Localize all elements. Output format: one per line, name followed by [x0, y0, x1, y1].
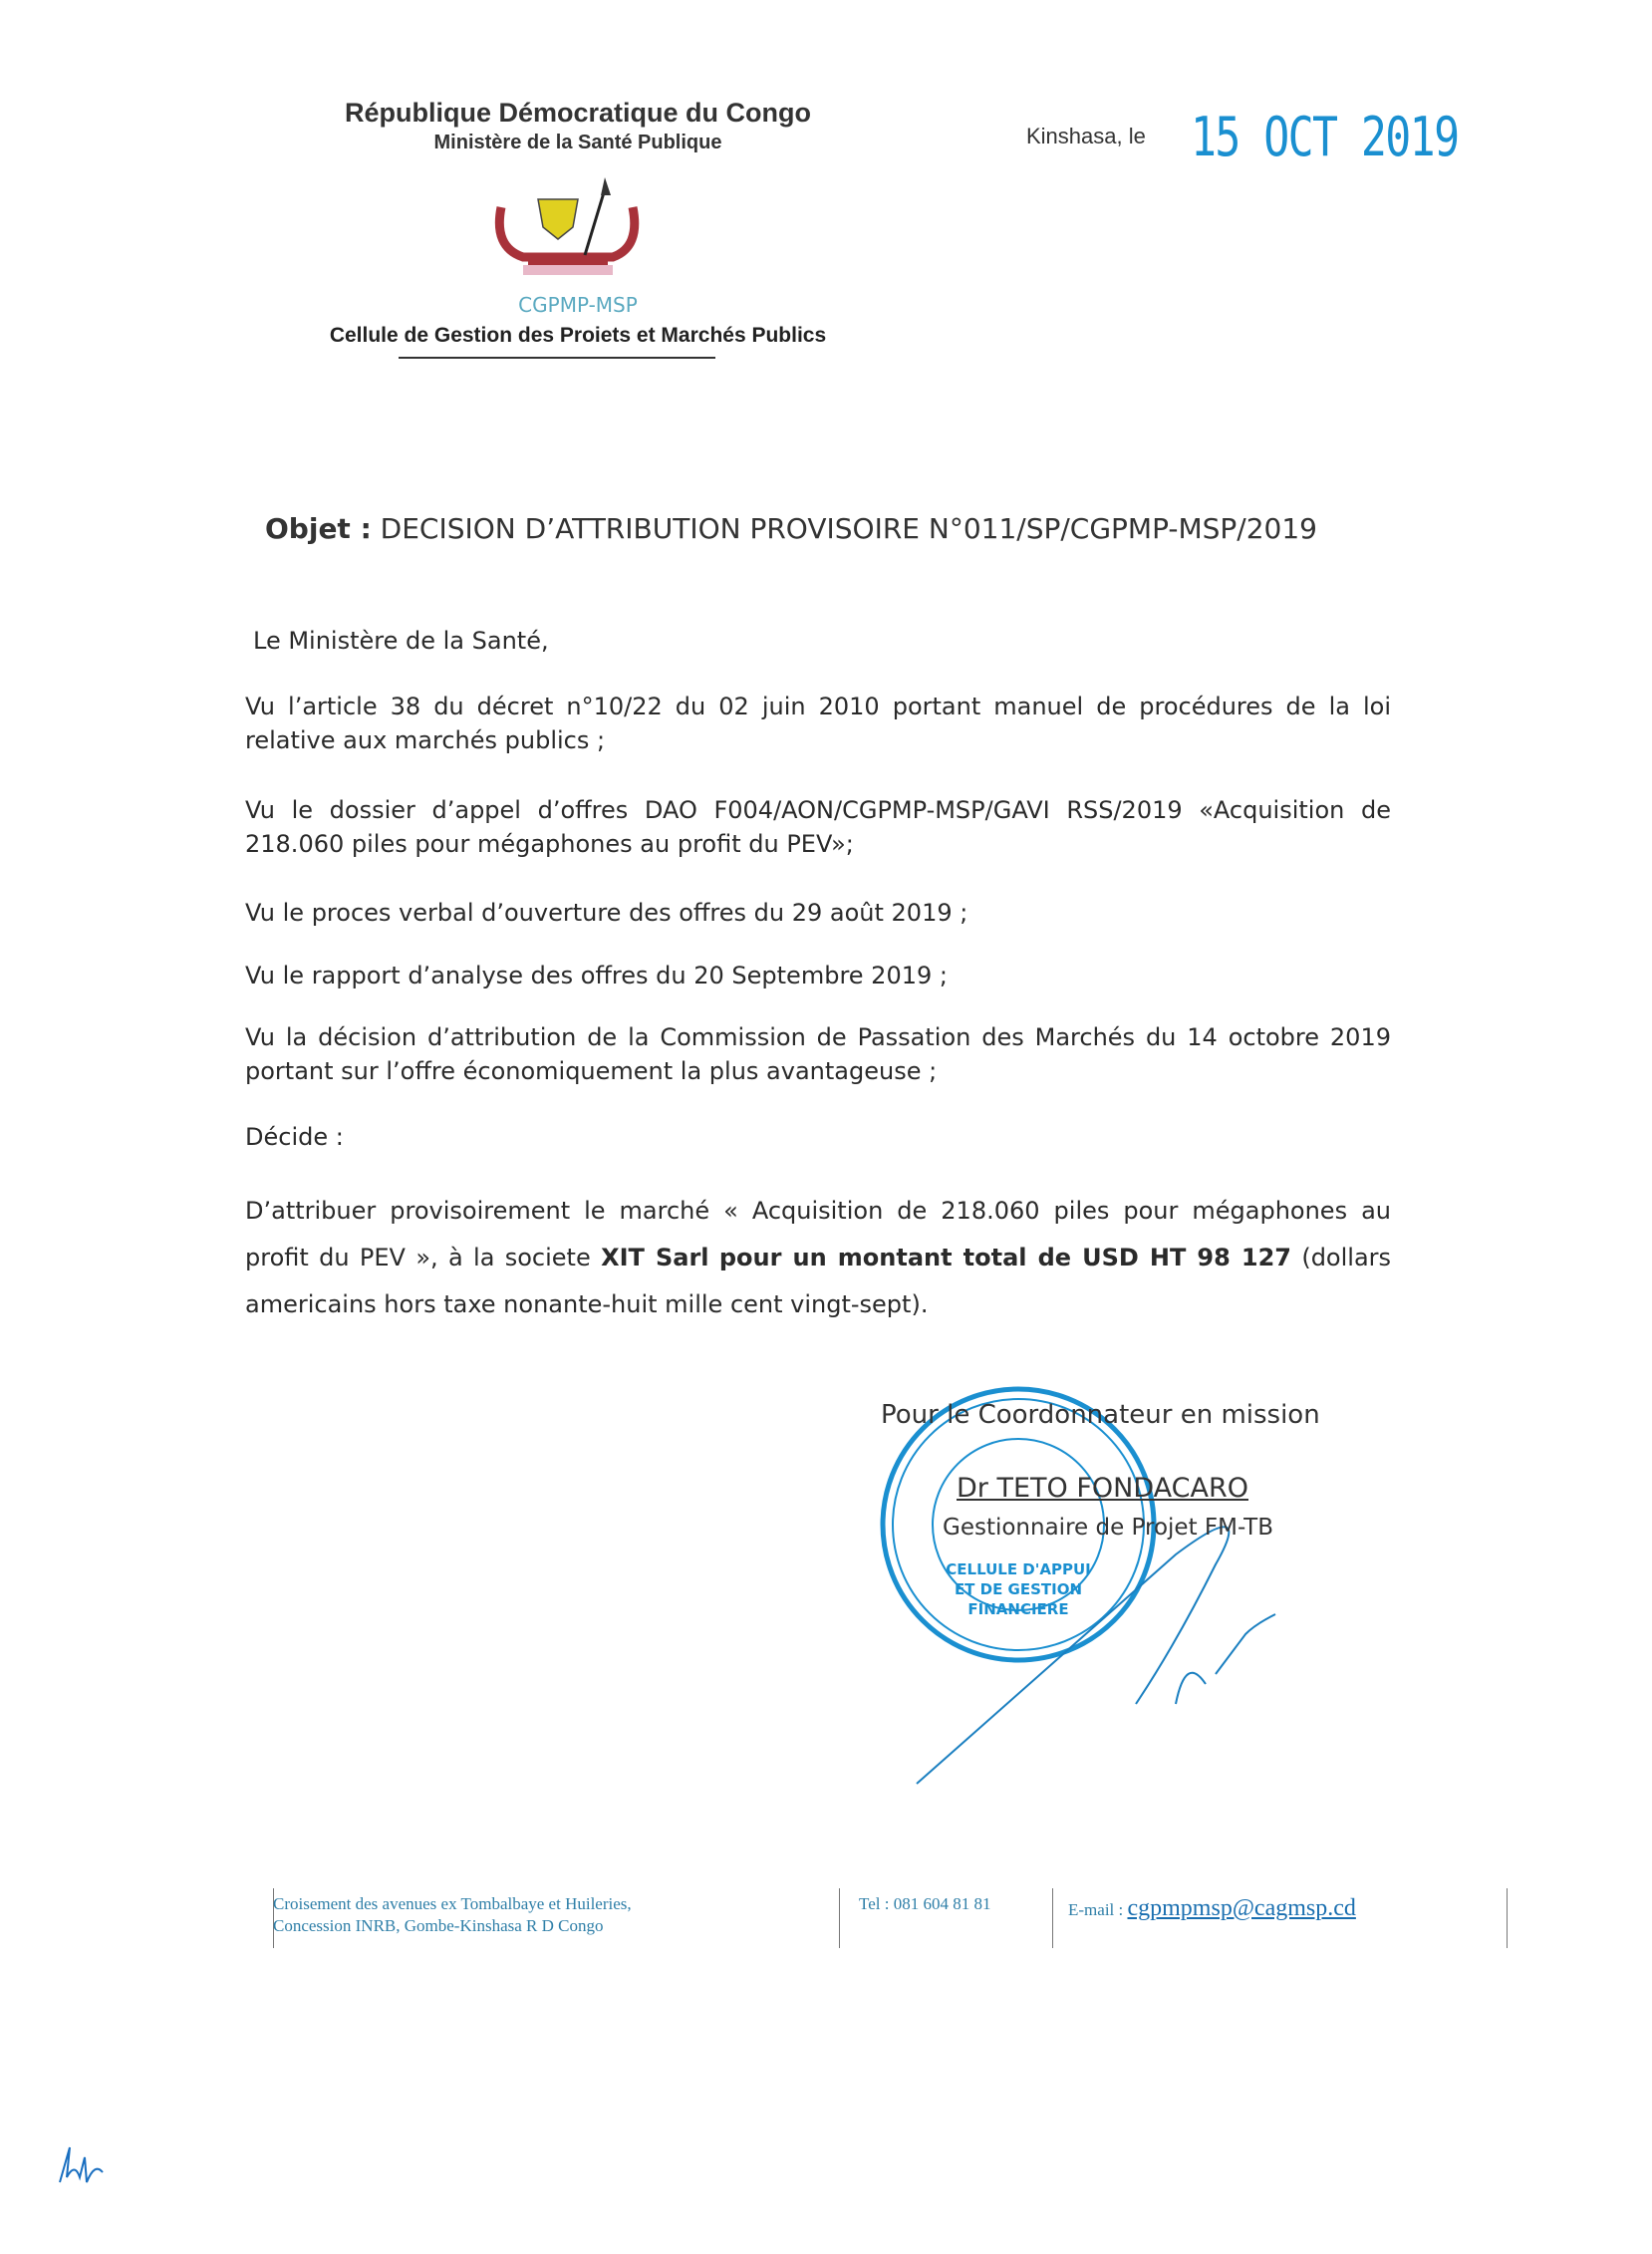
email-link[interactable]: cgpmpmsp@cagmsp.cd: [1127, 1895, 1356, 1921]
initials-mark: [55, 2142, 115, 2192]
footer-email: [1068, 1897, 1356, 1921]
consideration: Vu le proces verbal d’ouverture des offres du 29 août 2019 ;: [245, 899, 968, 927]
consideration: Vu le rapport d’analyse des offres du 20 Septembre 2019 ;: [245, 962, 948, 989]
decision-part3: (dollars americains hors taxe nonante-huit mille cent vingt-sept).: [245, 1244, 1392, 1318]
consideration: Vu le dossier d’appel d’offres DAO F004/AON/CGPMP-MSP/GAVI RSS/2019 «Acquisition de 218.060 piles pour mégaphones au profit du PEV»;: [245, 796, 1391, 858]
decision-paragraph: [245, 1188, 1391, 1328]
ministry-name: Ministère de la Santé Publique: [433, 132, 722, 153]
place-label: Kinshasa, le: [1026, 124, 1146, 148]
svg-text:FINANCIERE: FINANCIERE: [967, 1600, 1069, 1618]
signatory-title: Gestionnaire de Projet FM-TB: [943, 1515, 1273, 1541]
decision-part1: D’attribuer provisoirement le marché « Acquisition de 218.060 piles pour mégaphones au profit du PEV », à la societe: [245, 1197, 1391, 1271]
consideration: Vu l’article 38 du décret n°10/22 du 02 juin 2010 portant manuel de procédures de la loi relative aux marchés publics ;: [245, 693, 1391, 754]
coat-of-arms-emblem: [493, 177, 643, 277]
signature-for-line: Pour le Coordonnateur en mission: [881, 1400, 1320, 1430]
official-stamp-and-signature: [877, 1385, 1355, 1804]
subject-label: Objet :: [265, 512, 372, 545]
footer-divider: [1052, 1888, 1053, 1948]
company-name: XIT Sarl: [601, 1244, 709, 1271]
email-label: E-mail :: [1068, 1900, 1128, 1919]
signatory-name: Dr TETO FONDACARO: [957, 1473, 1248, 1504]
footer-tel: Tel : 081 604 81 81: [859, 1894, 991, 1913]
date-stamp: 15 OCT 2019: [1191, 106, 1459, 168]
country-name: République Démocratique du Congo: [344, 98, 811, 128]
svg-text:ET DE GESTION: ET DE GESTION: [954, 1580, 1083, 1598]
subject-text: DECISION D’ATTRIBUTION PROVISOIRE N°011/SP/CGPMP-MSP/2019: [380, 512, 1317, 545]
footer-divider: [1507, 1888, 1508, 1948]
footer-divider: [839, 1888, 840, 1948]
opening: Le Ministère de la Santé,: [253, 627, 549, 655]
unit-name: Cellule de Gestion des Proiets et Marchés Publics: [329, 324, 827, 347]
address-line-2: Concession INRB, Gombe-Kinshasa R D Congo: [273, 1916, 604, 1935]
subject-line: [265, 512, 1317, 545]
decision-amount: pour un montant total de USD HT 98 127: [718, 1244, 1291, 1271]
consideration: Vu la décision d’attribution de la Commission de Passation des Marchés du 14 octobre 2019 portant sur l’offre économiquement la plus avantageuse ;: [245, 1023, 1391, 1085]
svg-text:CELLULE D'APPUI: CELLULE D'APPUI: [946, 1560, 1091, 1578]
footer-address: [273, 1893, 831, 1937]
decide-heading: Décide :: [245, 1123, 344, 1151]
address-line-1: Croisement des avenues ex Tombalbaye et Huileries,: [273, 1894, 632, 1913]
header-rule: [399, 357, 715, 359]
unit-acronym: CGPMP-MSP: [518, 293, 638, 317]
